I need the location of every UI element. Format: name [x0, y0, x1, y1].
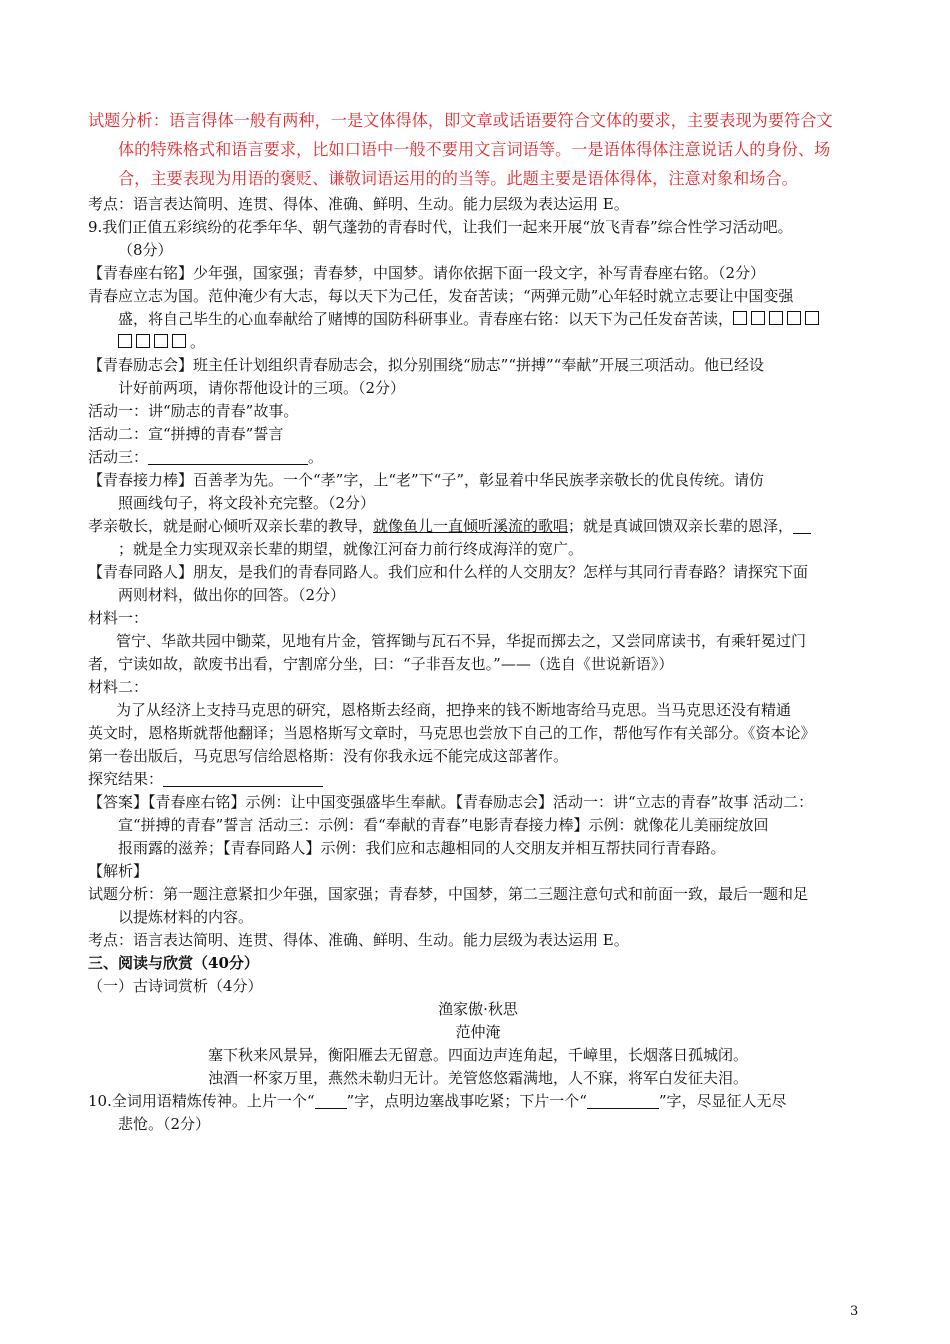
relay-question-1: 【青春接力棒】百善孝为先。一个“孝”字，上“老”下“子”，彰显着中华民族孝亲敬长的优良传统。请仿 — [88, 471, 765, 489]
q10-line-1 — [88, 1090, 868, 1113]
q10-part-c: ”字，尽显征人无尽 — [658, 1092, 787, 1110]
answer-box — [172, 334, 186, 348]
answer-line-1: 【答案】【青春座右铭】示例：让中国变强盛毕生奉献。【青春励志会】活动一：讲“立志的青春”故事 活动二： — [88, 793, 814, 811]
q10-blank-2 — [587, 1092, 659, 1109]
activity-3-end: 。 — [308, 448, 324, 466]
motto-boxes-line: 。 — [88, 331, 868, 354]
result-line — [88, 768, 868, 791]
q10-part-b: ”字，点明边塞战事吃紧；下片一个“ — [346, 1092, 587, 1110]
poem-line-1: 塞下秋来风景异，衡阳雁去无留意。四面边声连角起，千嶂里，长烟落日孤城闭。 — [207, 1046, 748, 1064]
material-2-label: 材料二： — [88, 678, 149, 696]
relay-question-2: 照画线句子，将文段补充完整。（2分） — [118, 494, 376, 512]
relay-text-2: ；就是全力实现双亲长辈的期望，就像江河奋力前行终成海洋的宽广。 — [118, 540, 584, 558]
answer-box — [154, 334, 168, 348]
kaodian-2: 考点：语言表达简明、连贯、得体、准确、鲜明、生动。能力层级为表达运用 E。 — [88, 931, 629, 949]
analysis-red-line-1: 试题分析：语言得体一般有两种，一是文体得体，即文章或话语要符合文体的要求，主要表现为要符合文 — [88, 111, 833, 130]
relay-text-1 — [88, 515, 868, 538]
answer-box — [769, 311, 783, 325]
answer-box — [136, 334, 150, 348]
poem-author: 范仲淹 — [455, 1023, 501, 1041]
answer-box — [118, 334, 132, 348]
q10-blank-1 — [315, 1092, 347, 1109]
result-label: 探究结果： — [88, 770, 164, 788]
activity-1: 活动一：讲“励志的青春”故事。 — [88, 402, 299, 420]
motto-text-2-content: 盛，将自己毕生的心血奉献给了赌博的国防科研事业。青春座右铭：以天下为己任发奋苦读， — [118, 310, 734, 328]
relay-text-1a: 孝亲敬长，就是耐心倾听双亲长辈的教导， — [88, 517, 374, 535]
analysis-2-line-1: 试题分析：第一题注意紧扣少年强，国家强；青春梦，中国梦，第二三题注意句式和前面一致，最后一题和足 — [88, 885, 809, 903]
answer-box — [805, 311, 819, 325]
relay-underlined-sentence: 就像鱼儿一直倾听溪流的歌唱 — [373, 517, 569, 535]
motto-question: 【青春座右铭】少年强，国家强；青春梦，中国梦。请你依据下面一段文字，补写青春座右铭。（2分） — [88, 264, 766, 282]
activity-2: 活动二：宣“拼搏的青春”誓言 — [88, 425, 284, 443]
material-1-label: 材料一： — [88, 609, 149, 627]
analysis-red-line-3: 合，主要表现为用语的褒贬、谦敬词语运用的的当等。此题主要是语体得体，注意对象和场合。 — [118, 169, 798, 188]
activity-3-blank — [148, 448, 308, 465]
kaodian-1: 考点：语言表达简明、连贯、得体、准确、鲜明、生动。能力层级为表达运用 E。 — [88, 195, 629, 213]
friend-question-2: 两则材料，做出你的回答。（2分） — [118, 586, 346, 604]
encourage-question-2: 计好前两项，请你帮他设计的三项。（2分） — [118, 379, 406, 397]
activity-3 — [88, 446, 868, 469]
q9-stem: 9.我们正值五彩缤纷的花季年华、朝气蓬勃的青春时代，让我们一起来开展“放飞青春”综合性学习活动吧。 — [88, 218, 793, 236]
relay-text-1b: ；就是真诚回馈双亲长辈的恩泽， — [568, 517, 794, 535]
result-blank — [163, 770, 323, 787]
page-number: 3 — [850, 1304, 859, 1319]
motto-text-1: 青春应立志为国。范仲淹少有大志，每以天下为己任，发奋苦读；“两弹元勋”心年轻时就立志要让中国变强 — [88, 287, 794, 305]
answer-box — [751, 311, 765, 325]
q10-line-2: 悲怆。（2分） — [118, 1115, 211, 1133]
material-1-line-1: 管宁、华歆共园中锄菜，见地有片金，管挥锄与瓦石不异，华捉而掷去之，又尝同席读书，有乘轩冕过门 — [116, 632, 807, 650]
subsection-1-heading: （一）古诗词赏析（4分） — [88, 977, 263, 995]
motto-text-2 — [88, 308, 868, 331]
answer-box — [787, 311, 801, 325]
q9-score: （8分） — [118, 241, 173, 259]
material-2-line-1: 为了从经济上支持马克思的研究，恩格斯去经商，把挣来的钱不断地寄给马克思。当马克思还没有精通 — [116, 701, 792, 719]
jiexi-label: 【解析】 — [88, 862, 149, 880]
material-2-line-2: 英文时，恩格斯就帮他翻译；当恩格斯写文章时，马克思也尝放下自己的工作，帮他写作有关部分。《资本论》 — [88, 724, 816, 742]
poem-line-2: 浊酒一杯家万里，燕然未勒归无计。羌管悠悠霜满地，人不寐，将军白发征夫泪。 — [207, 1069, 748, 1087]
material-1-line-2: 者，宁读如故，歆废书出看，宁割席分坐，曰：“子非吾友也。”——（选自《世说新语》） — [88, 655, 674, 673]
poem-title: 渔家傲·秋思 — [438, 1000, 518, 1018]
activity-3-label: 活动三： — [88, 448, 149, 466]
exam-page — [88, 106, 868, 1136]
section-3-heading: 三、阅读与欣赏（40分） — [88, 954, 259, 972]
analysis-2-line-2: 以提炼材料的内容。 — [118, 908, 254, 926]
material-2-line-3: 第一卷出版后，马克思写信给恩格斯：没有你我永远不能完成这部著作。 — [88, 747, 569, 765]
answer-line-2: 宣“拼搏的青春”誓言 活动三：示例：看“奉献的青春”电影青春接力棒】示例：就像花儿美丽绽放回 — [118, 816, 769, 834]
encourage-question-1: 【青春励志会】班主任计划组织青春励志会，拟分别围绕“励志”“拼搏”“奉献”开展三项活动。他已经设 — [88, 356, 765, 374]
answer-box — [733, 311, 747, 325]
relay-blank — [793, 517, 811, 534]
analysis-red-line-2: 体的特殊格式和语言要求，比如口语中一般不要用文言词语等。一是语体得体注意说话人的身份、场 — [118, 140, 831, 159]
friend-question-1: 【青春同路人】朋友，是我们的青春同路人。我们应和什么样的人交朋友？怎样与其同行青春路？请探究下面 — [88, 563, 809, 581]
q10-part-a: 10.全词用语精炼传神。上片一个“ — [88, 1092, 315, 1110]
answer-line-3: 报雨露的滋养；【青春同路人】示例：我们应和志趣相同的人交朋友并相互帮扶同行青春路。 — [118, 839, 726, 857]
